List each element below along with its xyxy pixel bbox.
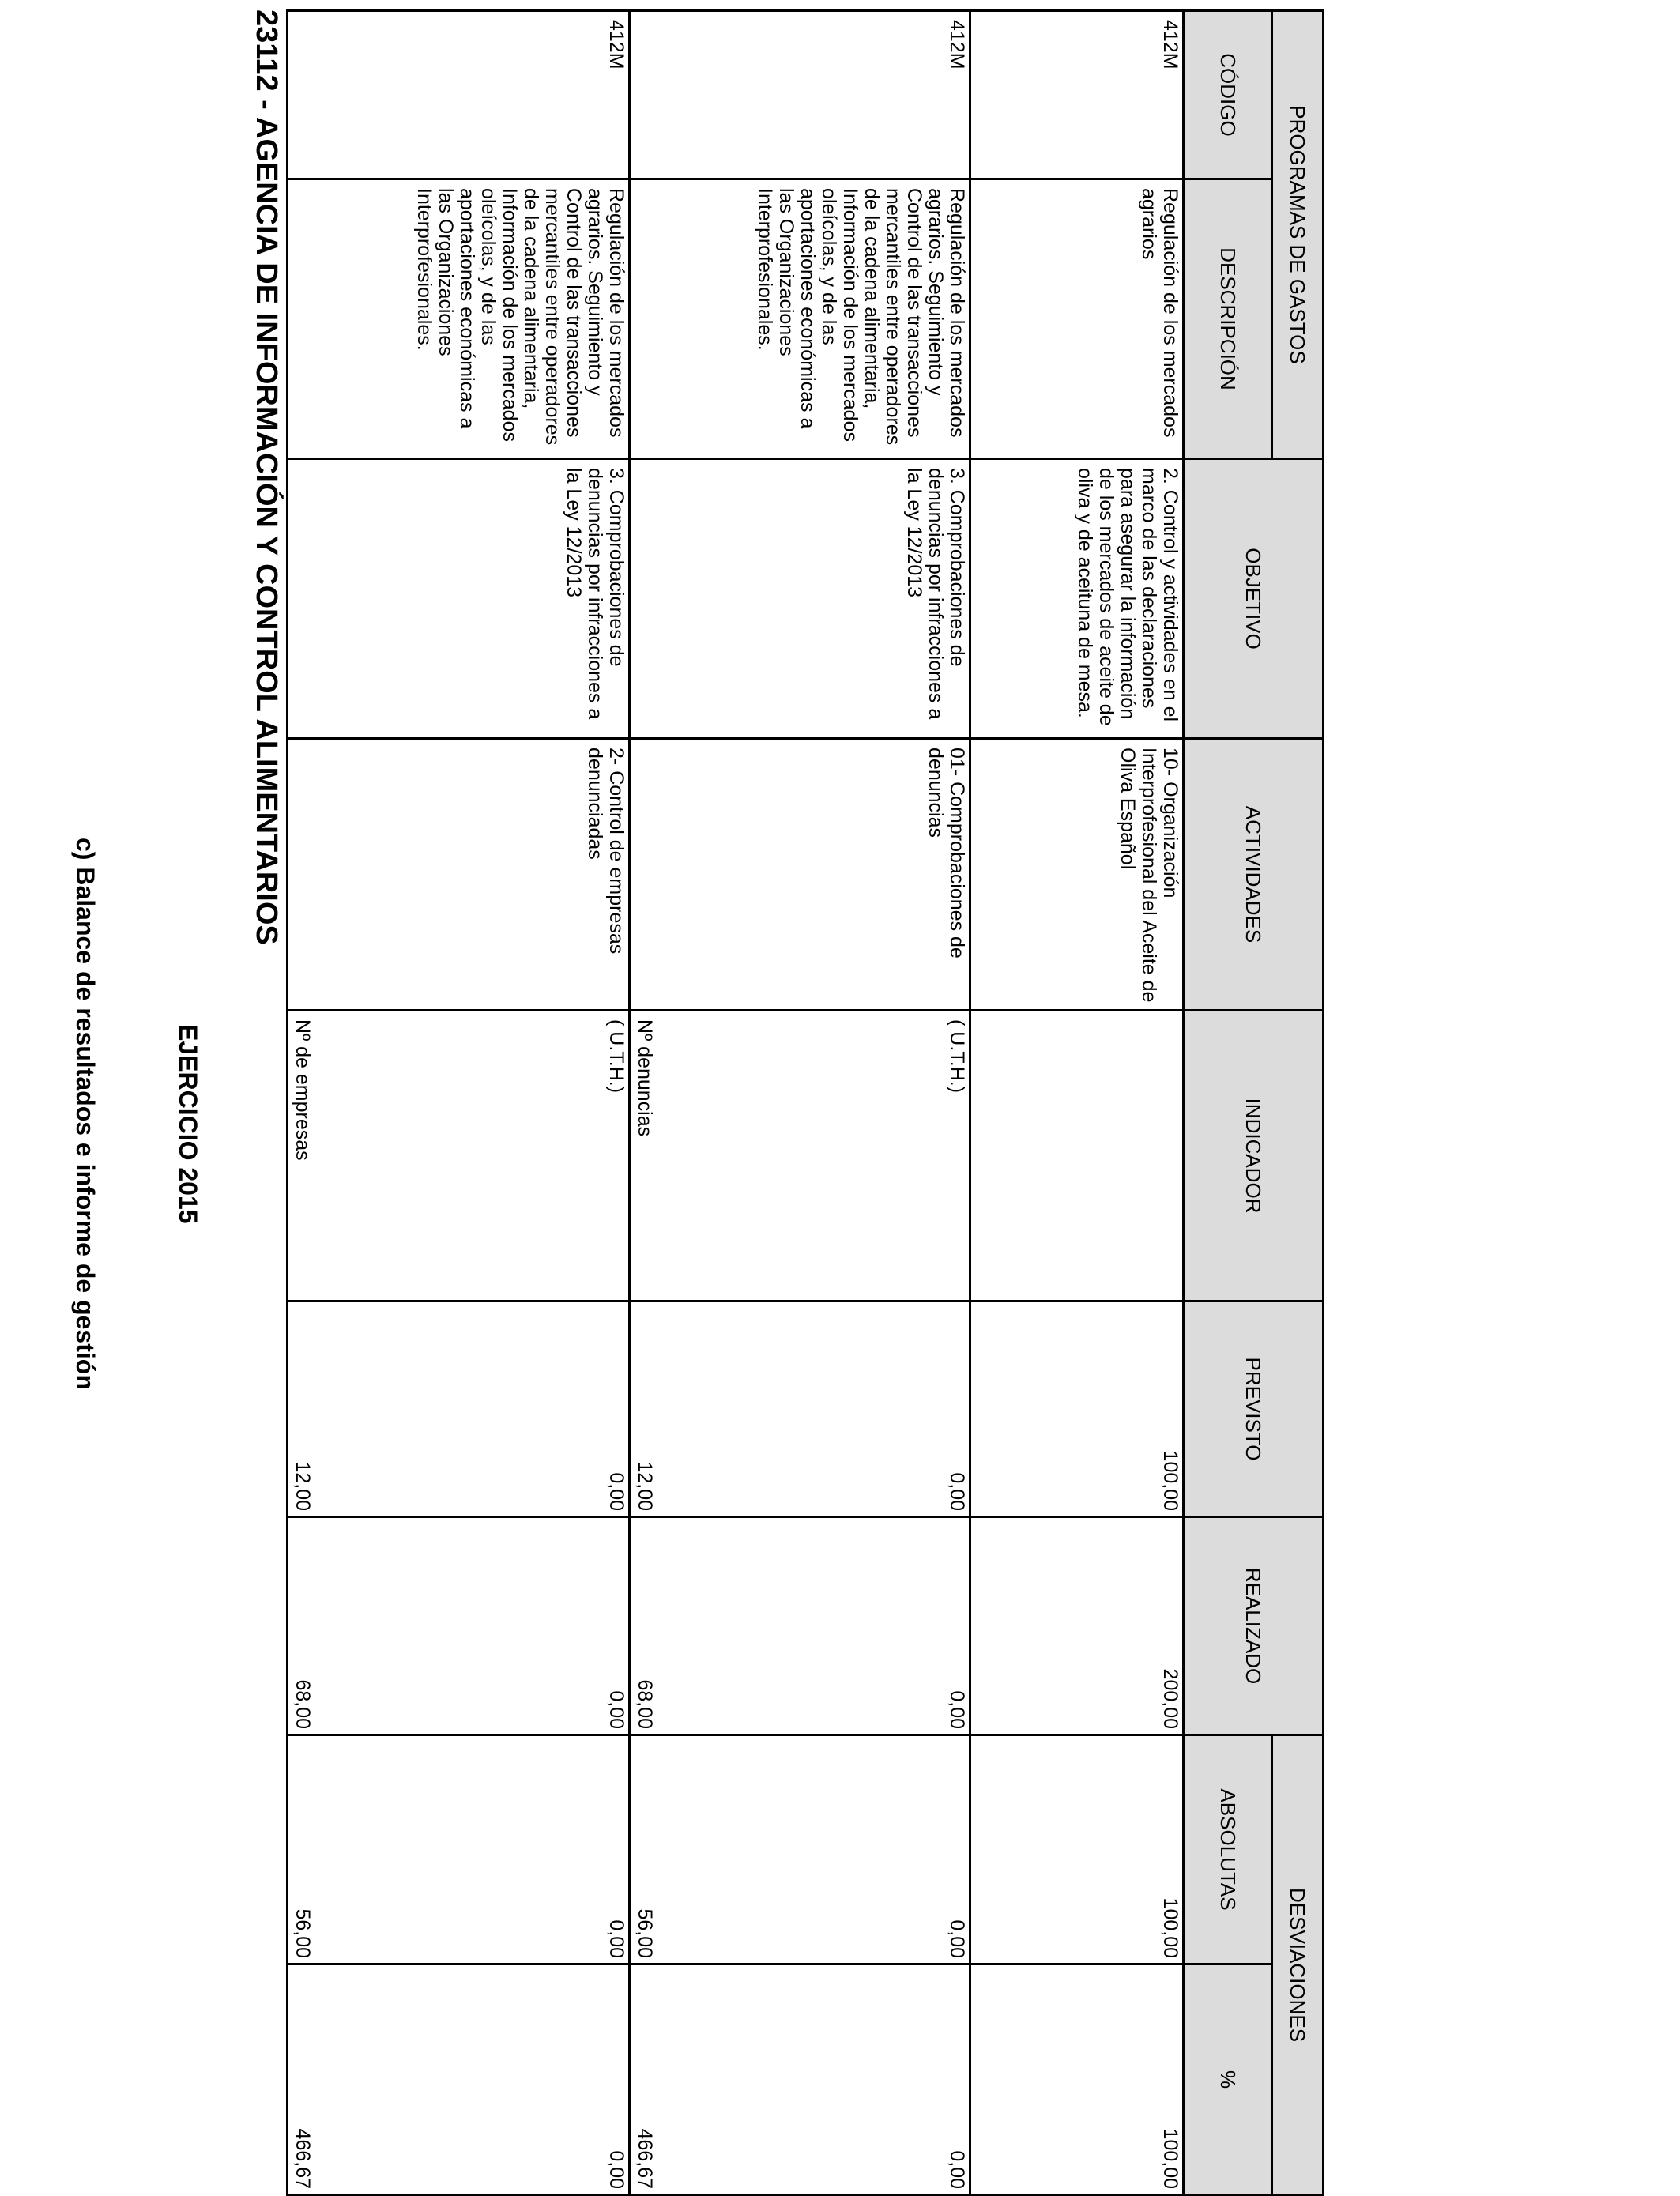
group-header-programas: PROGRAMAS DE GASTOS [1272, 11, 1324, 459]
cell-absolutas [288, 1735, 630, 1964]
objetivo-text: 2. Control y actividades en el marco de las declaraciones para asegurar la información de los mercados de aceite de oliva y de aceituna de mesa. [1074, 468, 1181, 726]
table-row [970, 11, 1184, 2195]
cell-objetivo [970, 459, 1184, 739]
absolutas-top: 0,00 [605, 1919, 627, 1959]
cell-previsto [288, 1301, 630, 1517]
header-codigo: CÓDIGO [1184, 11, 1272, 179]
codigo-text: 412M [605, 20, 627, 70]
cell-objetivo [629, 459, 970, 739]
header-objetivo: OBJETIVO [1184, 459, 1324, 739]
absolutas-bottom: 56,00 [633, 1908, 656, 1959]
codigo-text: 412M [946, 20, 969, 70]
results-table [286, 9, 1324, 2196]
previsto-top: 100,00 [1159, 1450, 1181, 1512]
cell-absolutas [629, 1735, 970, 1964]
header-realizado: REALIZADO [1184, 1517, 1324, 1735]
indicador-top: ( U.T.H.) [605, 1019, 627, 1094]
cell-pct [629, 1964, 970, 2195]
cell-codigo [970, 11, 1184, 179]
header-actividades: ACTIVIDADES [1184, 739, 1324, 1011]
absolutas-top: 0,00 [946, 1919, 969, 1959]
cell-descripcion [629, 179, 970, 459]
cell-descripcion [288, 179, 630, 459]
pct-bottom: 466,67 [633, 2128, 656, 2190]
group-header-desviaciones: DESVIACIONES [1272, 1735, 1324, 2195]
cell-indicador [970, 1011, 1184, 1301]
cell-actividad [970, 739, 1184, 1011]
descripcion-text: Regulación de los mercados agrarios. Seguimiento y Control de las transacciones mercantiles entre operadores de la cadena alimentaria, Información de los mercados oleícolas, y de las aportaciones económicas a las Organizaciones Interprofesionales. [754, 188, 969, 446]
realizado-top: 0,00 [605, 1690, 627, 1730]
cell-previsto [629, 1301, 970, 1517]
previsto-bottom: 12,00 [633, 1461, 656, 1512]
header-indicador: INDICADOR [1184, 1011, 1324, 1301]
cell-codigo [629, 11, 970, 179]
absolutas-top: 100,00 [1159, 1897, 1181, 1959]
absolutas-bottom: 56,00 [292, 1908, 314, 1959]
table-row [629, 11, 970, 2195]
pct-top: 0,00 [605, 2150, 627, 2190]
indicador-bottom: Nº denuncias [633, 1019, 656, 1137]
pct-top: 100,00 [1159, 2128, 1181, 2190]
section-title: c) Balance de resultados e informe de gestión [71, 838, 100, 1390]
previsto-top: 0,00 [605, 1472, 627, 1512]
cell-realizado [288, 1517, 630, 1735]
cell-realizado [629, 1517, 970, 1735]
indicador-bottom: Nº de empresas [292, 1019, 314, 1161]
header-absolutas: ABSOLUTAS [1184, 1735, 1272, 1964]
descripcion-text: Regulación de los mercados agrarios [1138, 188, 1181, 438]
indicador-top: ( U.T.H.) [946, 1019, 969, 1094]
header-descripcion: DESCRIPCIÓN [1184, 179, 1272, 459]
codigo-text: 412M [1159, 20, 1181, 70]
cell-codigo [288, 11, 630, 179]
header-pct: % [1184, 1964, 1272, 2195]
objetivo-text: 3. Comprobaciones de denuncias por infracciones a la Ley 12/2013 [903, 468, 969, 720]
actividad-text: 10- Organización Interprofesional del Aceite de Oliva Español [1117, 748, 1181, 1003]
cell-absolutas [970, 1735, 1184, 1964]
realizado-bottom: 68,00 [633, 1679, 656, 1730]
actividad-text: 2- Control de empresas denunciadas [583, 748, 627, 955]
table-row [288, 11, 630, 2195]
cell-actividad [629, 739, 970, 1011]
previsto-top: 0,00 [946, 1472, 969, 1512]
cell-indicador [288, 1011, 630, 1301]
pct-bottom: 466,67 [292, 2128, 314, 2190]
cell-descripcion [970, 179, 1184, 459]
header-previsto: PREVISTO [1184, 1301, 1324, 1517]
cell-indicador [629, 1011, 970, 1301]
actividad-text: 01- Comprobaciones de denuncias [925, 748, 969, 959]
previsto-bottom: 12,00 [292, 1461, 314, 1512]
cell-previsto [970, 1301, 1184, 1517]
realizado-top: 0,00 [946, 1690, 969, 1730]
year-title: EJERCICIO 2015 [174, 1024, 202, 1224]
cell-objetivo [288, 459, 630, 739]
descripcion-text: Regulación de los mercados agrarios. Seguimiento y Control de las transacciones mercantiles entre operadores de la cadena alimentaria, Información de los mercados oleícolas, y de las aportaciones económicas a las Organizaciones Interprofesionales. [412, 188, 627, 446]
cell-pct [288, 1964, 630, 2195]
cell-pct [970, 1964, 1184, 2195]
objetivo-text: 3. Comprobaciones de denuncias por infracciones a la Ley 12/2013 [562, 468, 627, 720]
agency-title: 23112 - AGENCIA DE INFORMACIÓN Y CONTROL ALIMENTARIOS [250, 9, 283, 945]
cell-realizado [970, 1517, 1184, 1735]
realizado-top: 200,00 [1159, 1668, 1181, 1730]
realizado-bottom: 68,00 [292, 1679, 314, 1730]
cell-actividad [288, 739, 630, 1011]
pct-top: 0,00 [946, 2150, 969, 2190]
